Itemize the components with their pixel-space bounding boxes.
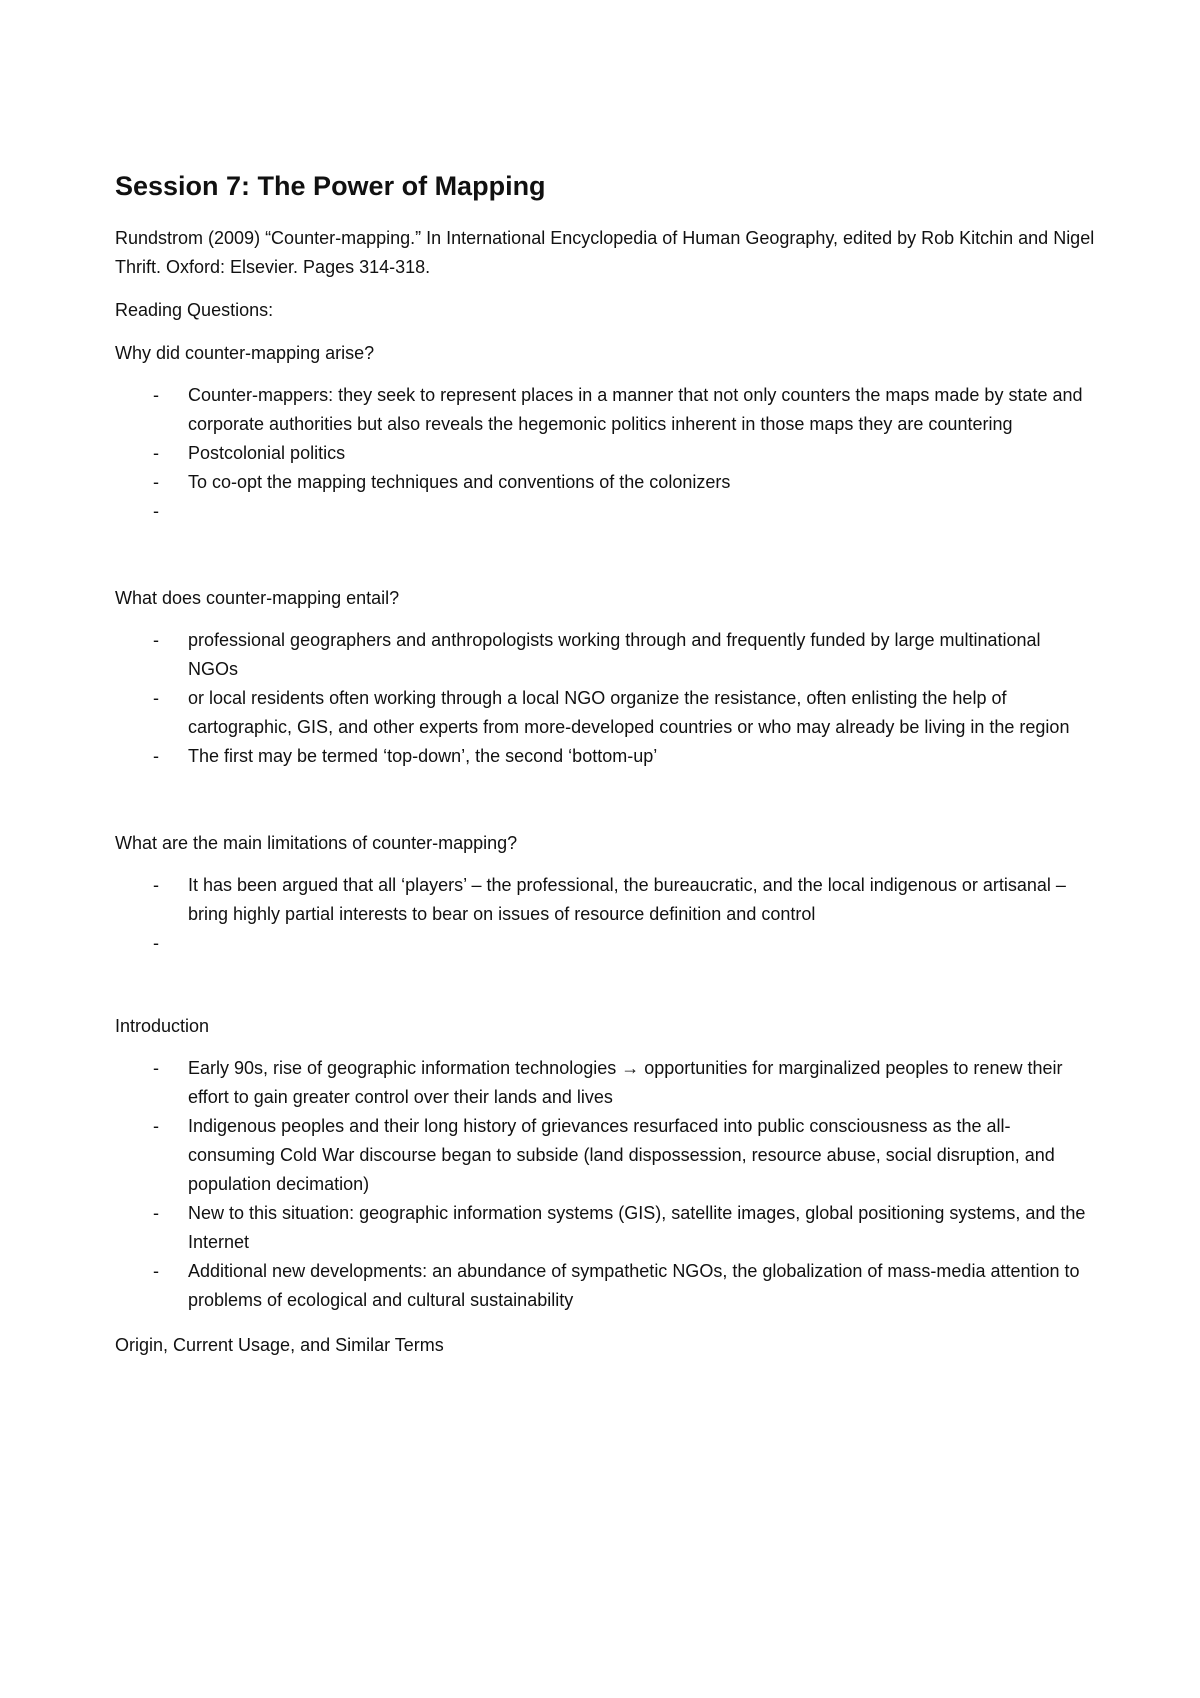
list-item-text: New to this situation: geographic information systems (GIS), satellite images, global positioning systems, and the Internet (188, 1203, 1086, 1253)
spacer (115, 1315, 1095, 1331)
list-item (115, 626, 1095, 684)
question-limits: What are the main limitations of counter-mapping? (115, 833, 518, 854)
dash-bullet: - (153, 875, 159, 896)
citation: Rundstrom (2009) “Counter-mapping.” In International Encyclopedia of Human Geography, edited by Rob Kitchin and Nigel Thrift. Oxford: Elsevier. Pages 314-318. (115, 228, 1095, 278)
list-item-text: Counter-mappers: they seek to represent places in a manner that not only counters the maps made by state and corporate authorities but also reveals the hegemonic politics inherent in those maps they are countering (188, 385, 1083, 435)
question-what: What does counter-mapping entail? (115, 588, 400, 609)
list-item-text: It has been argued that all ‘players’ – the professional, the bureaucratic, and the local indigenous or artisanal – bring highly partial interests to bear on issues of resource definition and control (188, 875, 1066, 925)
list-item (115, 1199, 1095, 1257)
list-what (115, 626, 1095, 771)
list-item (115, 439, 1095, 468)
list-item (115, 871, 1095, 929)
list-item (115, 1112, 1095, 1199)
heading-introduction: Introduction (115, 1016, 210, 1037)
dash-bullet: - (153, 385, 159, 406)
dash-bullet: - (153, 501, 159, 522)
dash-bullet: - (153, 746, 159, 767)
reading-questions-label: Reading Questions: (115, 300, 274, 321)
list-item-text: or local residents often working through a local NGO organize the resistance, often enlisting the help of cartographic, GIS, and other experts from more-developed countries or who may already be living in the region (188, 688, 1070, 738)
spacer (115, 958, 1095, 1012)
list-item (115, 742, 1095, 771)
list-item-text: professional geographers and anthropologists working through and frequently funded by large multinational NGOs (188, 630, 1041, 680)
dash-bullet: - (153, 1116, 159, 1137)
dash-bullet: - (153, 688, 159, 709)
dash-bullet: - (153, 1203, 159, 1224)
list-item-text: The first may be termed ‘top-down’, the second ‘bottom-up’ (188, 746, 658, 767)
dash-bullet: - (153, 443, 159, 464)
list-item-text: Early 90s, rise of geographic information technologies → opportunities for marginalized peoples to renew their effort to gain greater control over their lands and lives (188, 1058, 1063, 1108)
list-why (115, 381, 1095, 526)
list-item (115, 1257, 1095, 1315)
page-title: Session 7: The Power of Mapping (115, 171, 546, 201)
list-item (115, 684, 1095, 742)
dash-bullet: - (153, 1261, 159, 1282)
heading-origin: Origin, Current Usage, and Similar Terms (115, 1335, 444, 1356)
list-limits (115, 871, 1095, 958)
list-introduction (115, 1054, 1095, 1315)
document-page (115, 170, 1095, 1373)
list-item-empty (115, 497, 1095, 526)
list-item (115, 381, 1095, 439)
dash-bullet: - (153, 630, 159, 651)
spacer (115, 771, 1095, 829)
list-item-text: Indigenous peoples and their long history of grievances resurfaced into public consciousness as the all-consuming Cold War discourse began to subside (land dispossession, resource abuse, social disruption, and population decimation) (188, 1116, 1055, 1195)
list-item-text: Additional new developments: an abundance of sympathetic NGOs, the globalization of mass-media attention to problems of ecological and cultural sustainability (188, 1261, 1080, 1311)
dash-bullet: - (153, 1058, 159, 1079)
spacer (115, 526, 1095, 584)
dash-bullet: - (153, 933, 159, 954)
list-item-text: Postcolonial politics (188, 443, 346, 464)
question-why: Why did counter-mapping arise? (115, 343, 375, 364)
dash-bullet: - (153, 472, 159, 493)
list-item-empty (115, 929, 1095, 958)
list-item (115, 1054, 1095, 1112)
list-item (115, 468, 1095, 497)
list-item-text: To co-opt the mapping techniques and conventions of the colonizers (188, 472, 731, 493)
